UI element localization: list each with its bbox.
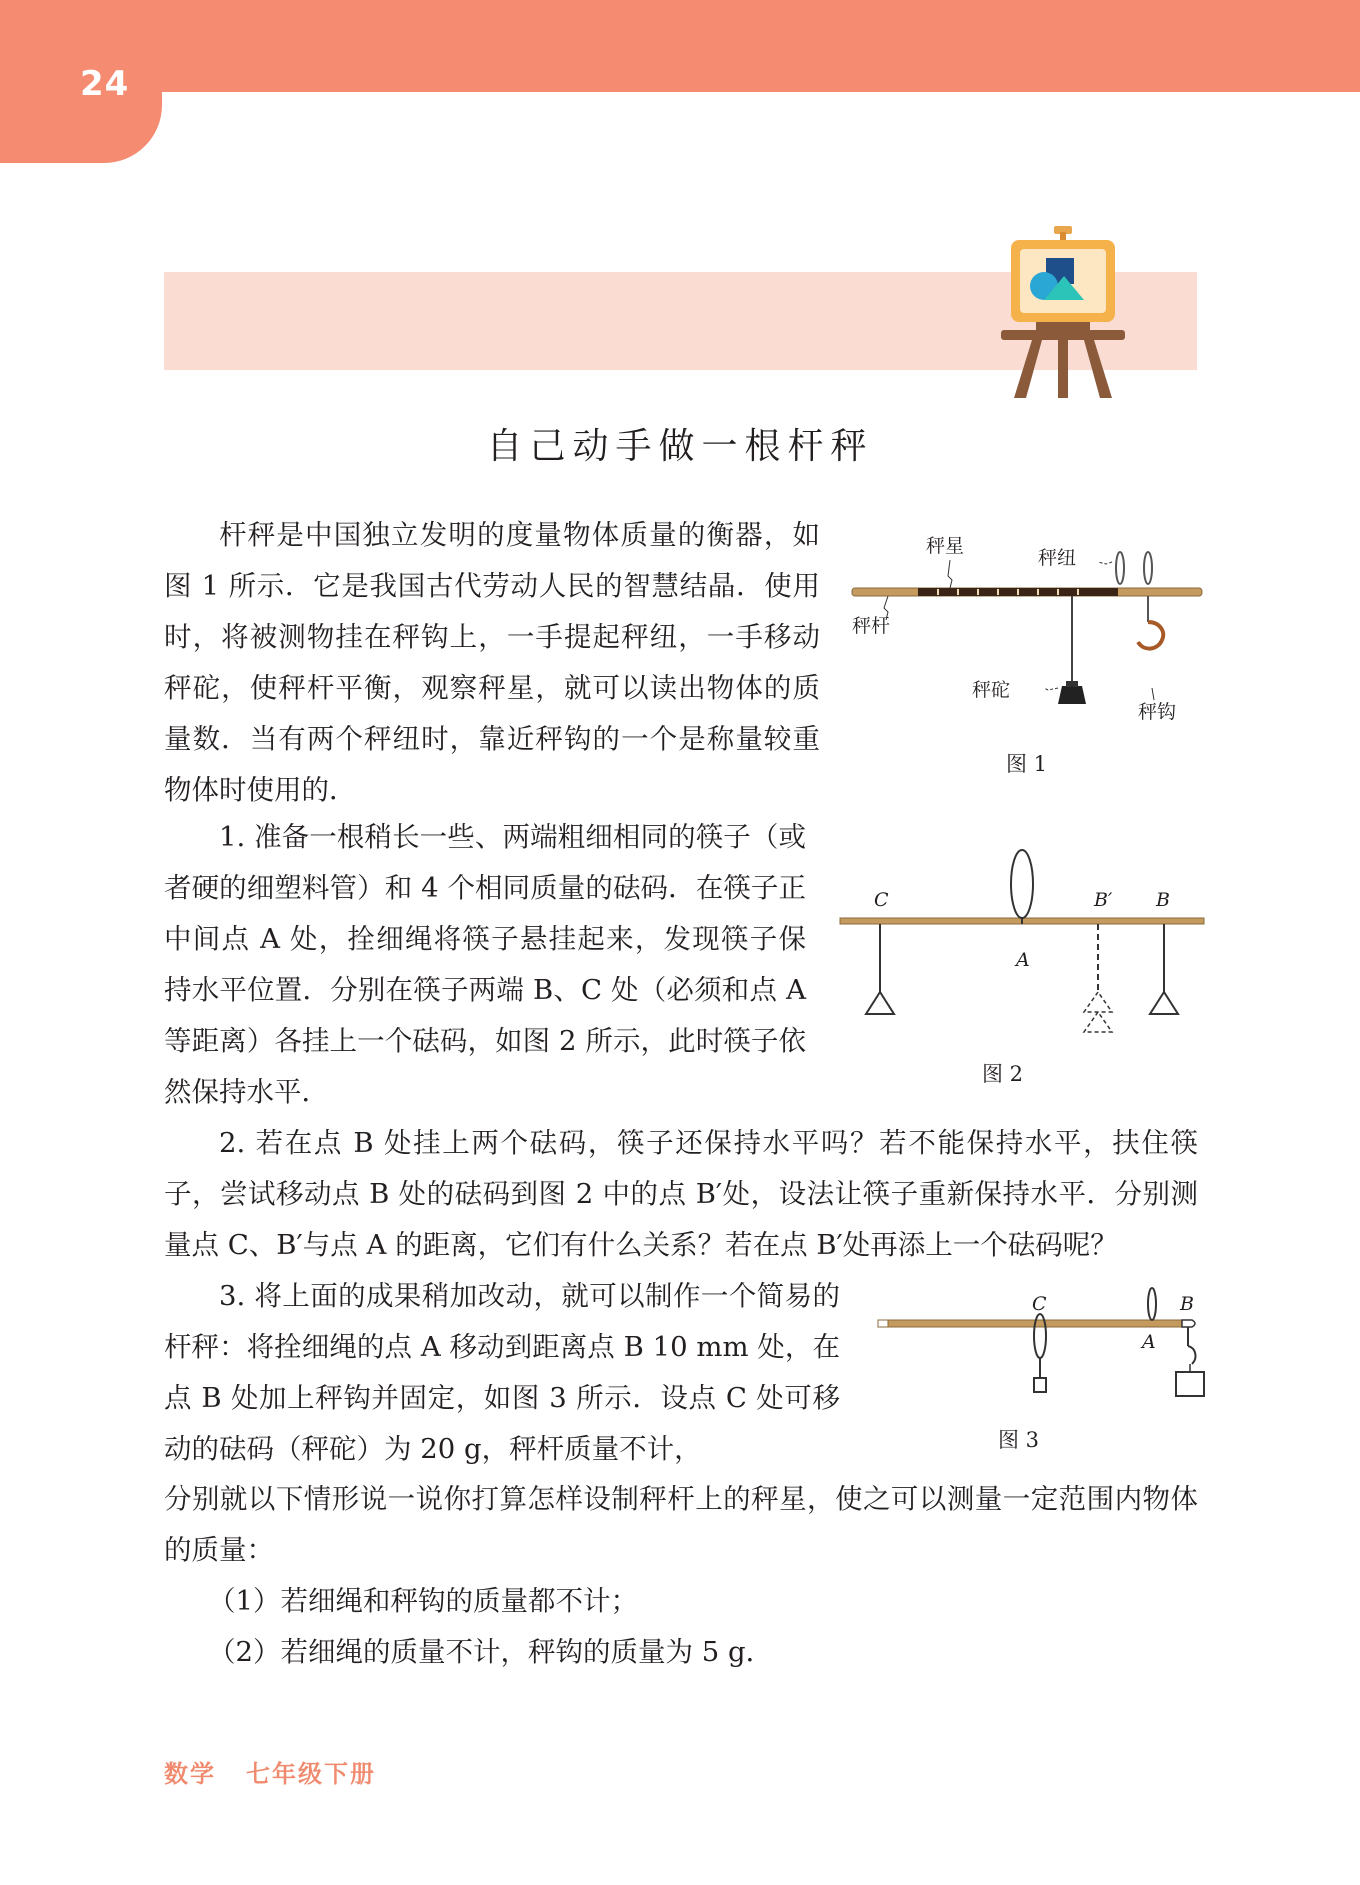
page-number: 24 xyxy=(80,64,130,104)
step-3-paragraph: 3. 将上面的成果稍加改动，就可以制作一个简易的杆秤：将拴细绳的点 A 移动到距离点 B 10 mm 处，在点 B 处加上秤钩并固定，如图 3 所示．设点 C 处可移动的砝码（秤砣）为 20 g，秤杆质量不计， xyxy=(164,1280,840,1465)
point-b: B xyxy=(1156,889,1170,911)
case-1-line: （1）若细绳和秤钩的质量都不计； xyxy=(208,1585,638,1617)
label-beam: 秤杆 xyxy=(852,615,891,637)
point-c: C xyxy=(874,889,889,911)
figure-3-caption: 图 3 xyxy=(998,1428,1040,1452)
footer-grade: 七年级下册 xyxy=(246,1760,376,1788)
header-band xyxy=(0,0,1360,92)
figure-2-balance xyxy=(836,848,1208,1048)
point-b: B xyxy=(1180,1293,1194,1315)
step-1-paragraph: 1. 准备一根稍长一些、两端粗细相同的筷子（或者硬的细塑料管）和 4 个相同质量的砝码．在筷子正中间点 A 处，拴细绳将筷子悬挂起来，发现筷子保持水平位置．分别在筷子两端 B、C 处（必须和点 A 等距离）各挂上一个砝码，如图 2 所示，此时筷子依然保持水平． xyxy=(164,821,806,1108)
step-3-continued-paragraph: 分别就以下情形说一说你打算怎样设制秤杆上的秤星，使之可以测量一定范围内物体的质量： xyxy=(164,1483,1198,1566)
figure-1-steelyard xyxy=(848,528,1208,728)
point-c: C xyxy=(1032,1293,1047,1315)
case-2-line: （2）若细绳的质量不计，秤钩的质量为 5 g． xyxy=(208,1636,774,1668)
point-a: A xyxy=(1016,949,1030,971)
section-title: 自己动手做一根杆秤 xyxy=(486,426,874,467)
intro-paragraph: 杆秤是中国独立发明的度量物体质量的衡器，如图 1 所示．它是我国古代劳动人民的智慧结晶．使用时，将被测物挂在秤钩上，一手提起秤纽，一手移动秤砣，使秤杆平衡，观察秤星，就可以读出物体的质量数．当有两个秤纽时，靠近秤钩的一个是称量较重物体时使用的． xyxy=(164,519,820,806)
label-star: 秤星 xyxy=(926,535,965,557)
easel-icon xyxy=(996,224,1130,402)
figure-2-caption: 图 2 xyxy=(982,1062,1024,1086)
label-weight: 秤砣 xyxy=(972,679,1011,701)
label-hook: 秤钩 xyxy=(1138,701,1177,723)
point-a: A xyxy=(1142,1331,1156,1353)
step-2-paragraph: 2. 若在点 B 处挂上两个砝码，筷子还保持水平吗？若不能保持水平，扶住筷子，尝试移动点 B 处的砝码到图 2 中的点 B′处，设法让筷子重新保持水平．分别测量点 C、B′与点 A 的距离，它们有什么关系？若在点 B′处再添上一个砝码呢？ xyxy=(164,1127,1198,1261)
figure-1-caption: 图 1 xyxy=(1006,752,1048,776)
point-b-prime: B′ xyxy=(1094,889,1113,911)
footer-subject: 数学 xyxy=(164,1760,216,1788)
label-knob: 秤纽 xyxy=(1038,547,1077,569)
figure-3-steelyard-model xyxy=(872,1286,1208,1426)
page-footer xyxy=(164,1754,406,1789)
